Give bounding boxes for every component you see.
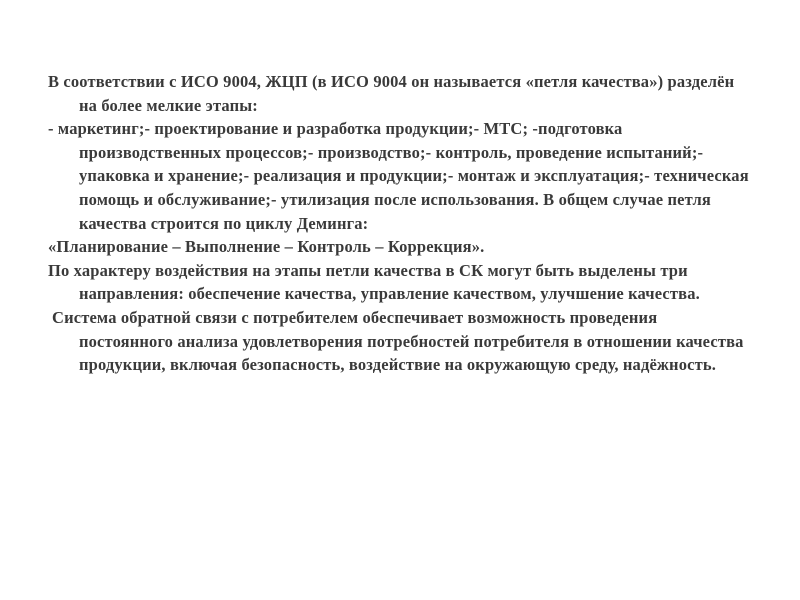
paragraph-customer-feedback: Система обратной связи с потребителем обеспечивает возможность проведения постоянного анализа удовлетворения потребностей потребителя в отношении качества продукции, включая безопасность, воздействие на окружающую среду, надёжность. [52, 307, 744, 375]
paragraph-deming-cycle: «Планирование – Выполнение – Контроль – Коррекция». [48, 237, 485, 257]
paragraph-stages-list: - маркетинг;- проектирование и разработка продукции;- МТС; -подготовка производственных процессов;- производство;- контроль, проведение испытаний;- упаковка и хранение;- реализация и продукции;- монтаж и эксплуатация;- техническая помощь и обслуживание;- утилизация после использования. В общем случае петля качества строится по циклу Деминга: [48, 119, 749, 233]
paragraph-quality-directions: По характеру воздействия на этапы петли качества в СК могут быть выделены три направления: обеспечение качества, управление качеством, улучшение качества. [48, 260, 700, 304]
paragraph-iso-9004-intro: В соответствии с ИСО 9004, ЖЦП (в ИСО 9004 он называется «петля качества») разделён на более мелкие этапы: [48, 72, 735, 115]
slide-text-body [48, 70, 753, 377]
